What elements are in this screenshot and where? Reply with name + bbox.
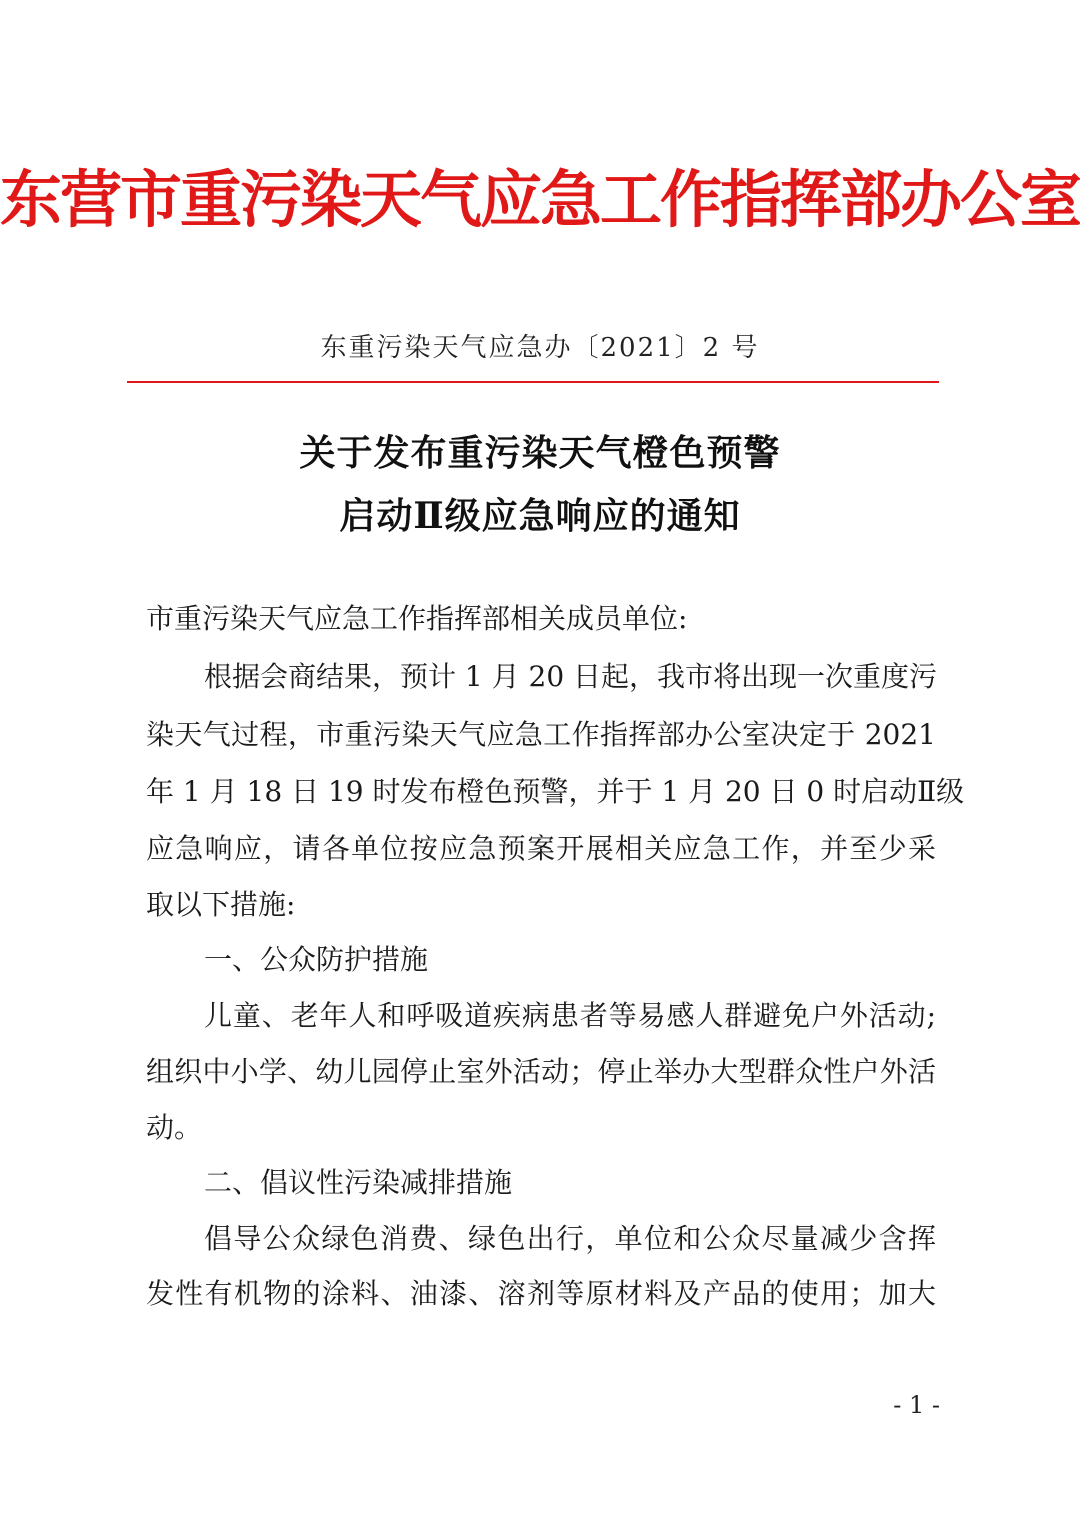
section-heading-emission-reduction: 二、倡议性污染减排措施 — [204, 1166, 513, 1199]
body-line: 组织中小学、幼儿园停止室外活动；停止举办大型群众性户外活 — [146, 1055, 936, 1088]
document-number: 东重污染天气应急办〔2021〕2 号 — [320, 333, 760, 363]
notice-title-line-2: 启动Ⅱ级应急响应的通知 — [339, 495, 741, 537]
body-line: 动。 — [146, 1111, 203, 1144]
body-line: 染天气过程，市重污染天气应急工作指挥部办公室决定于 2021 — [146, 718, 936, 751]
salutation-line: 市重污染天气应急工作指挥部相关成员单位: — [146, 602, 688, 635]
section-heading-public-protection: 一、公众防护措施 — [204, 943, 429, 976]
body-line: 倡导公众绿色消费、绿色出行，单位和公众尽量减少含挥 — [204, 1222, 936, 1255]
notice-title-line-1: 关于发布重污染天气橙色预警 — [299, 432, 781, 474]
issuing-organization-header: 东营市重污染天气应急工作指挥部办公室 — [0, 163, 1080, 236]
body-line: 取以下措施: — [146, 888, 296, 921]
body-line: 应急响应，请各单位按应急预案开展相关应急工作，并至少采 — [146, 832, 936, 865]
body-line: 儿童、老年人和呼吸道疾病患者等易感人群避免户外活动; — [204, 999, 936, 1032]
page-number: - 1 - — [893, 1391, 940, 1419]
red-divider-line — [127, 381, 939, 383]
body-line: 年 1 月 18 日 19 时发布橙色预警，并于 1 月 20 日 0 时启动Ⅱ级 — [146, 775, 965, 808]
body-line: 根据会商结果，预计 1 月 20 日起，我市将出现一次重度污 — [204, 660, 938, 693]
body-line: 发性有机物的涂料、油漆、溶剂等原材料及产品的使用；加大 — [146, 1277, 936, 1310]
